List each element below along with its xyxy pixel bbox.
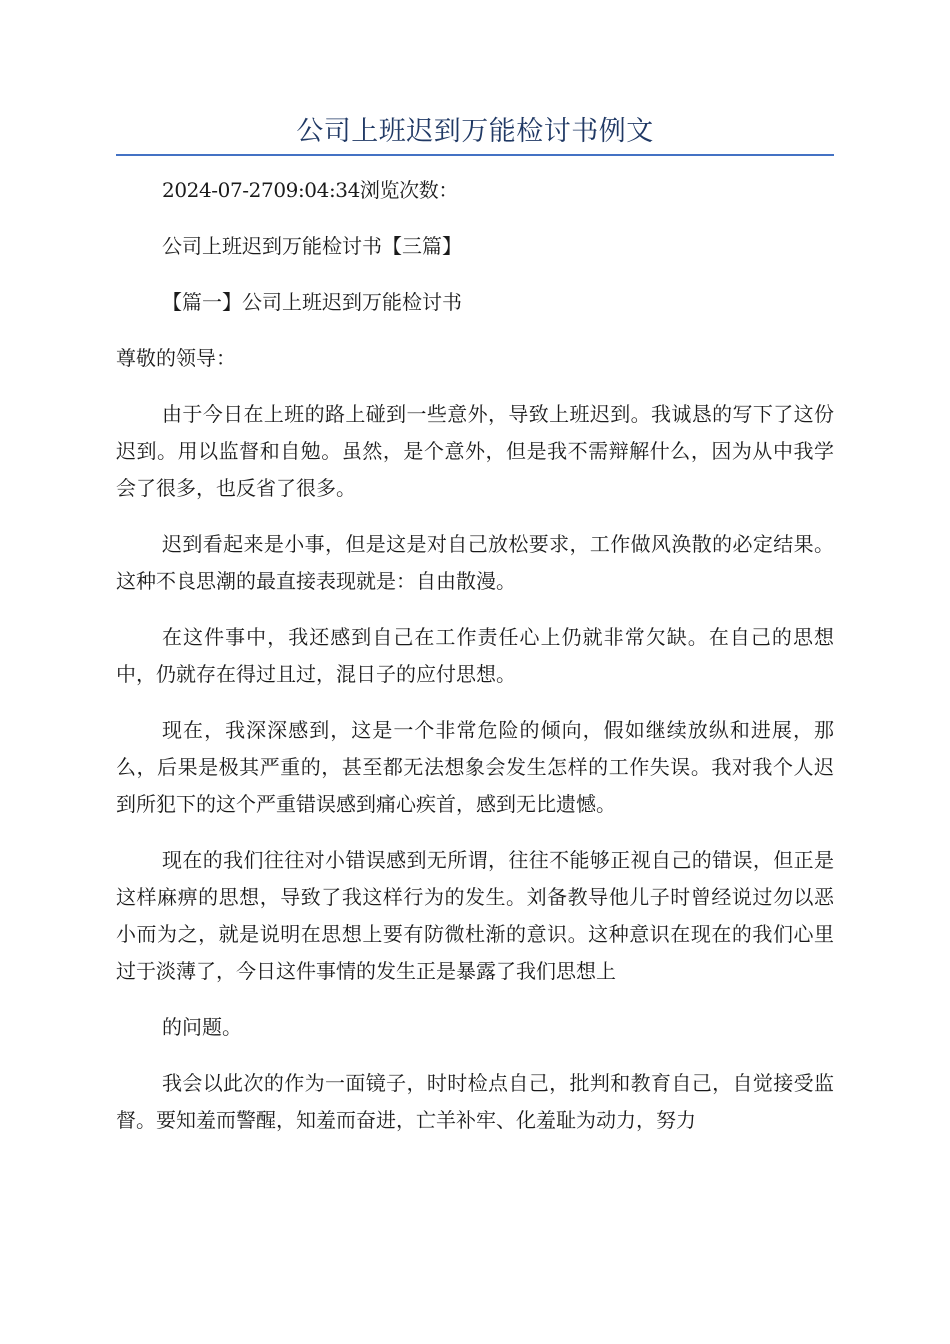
meta-line: 2024-07-2709:04:34浏览次数：: [162, 178, 458, 202]
body-paragraph: 我会以此次的作为一面镜子，时时检点自己，批判和教育自己，自觉接受监督。要知羞而警醒，知羞而奋进，亡羊补牢、化羞耻为动力，努力: [116, 1071, 834, 1132]
title-underline: [116, 154, 834, 156]
body-paragraph: 迟到看起来是小事，但是这是对自己放松要求，工作做风涣散的必定结果。这种不良思潮的最直接表现就是：自由散漫。: [116, 532, 834, 593]
section-heading: 【篇一】公司上班迟到万能检讨书: [162, 290, 462, 314]
body-paragraph: 现在的我们往往对小错误感到无所谓，往往不能够正视自己的错误，但正是这样麻痹的思想，导致了我这样行为的发生。刘备教导他儿子时曾经说过勿以恶小而为之，就是说明在思想上要有防微杜渐的意识。这种意识在现在的我们心里过于淡薄了，今日这件事情的发生正是暴露了我们思想上: [116, 848, 834, 983]
document-title: 公司上班迟到万能检讨书例文: [296, 116, 654, 147]
salutation: 尊敬的领导：: [116, 346, 236, 370]
document-subtitle: 公司上班迟到万能检讨书【三篇】: [162, 234, 462, 258]
body-paragraph: 由于今日在上班的路上碰到一些意外，导致上班迟到。我诚恳的写下了这份迟到。用以监督和自勉。虽然，是个意外，但是我不需辩解什么，因为从中我学会了很多，也反省了很多。: [116, 402, 834, 500]
body-paragraph: 在这件事中，我还感到自己在工作责任心上仍就非常欠缺。在自己的思想中，仍就存在得过且过，混日子的应付思想。: [116, 625, 834, 686]
body-paragraph: 现在，我深深感到，这是一个非常危险的倾向，假如继续放纵和进展，那么，后果是极其严重的，甚至都无法想象会发生怎样的工作失误。我对我个人迟到所犯下的这个严重错误感到痛心疾首，感到无比遗憾。: [116, 718, 834, 816]
document-body: [116, 172, 834, 1158]
body-paragraph: 的问题。: [162, 1015, 242, 1039]
